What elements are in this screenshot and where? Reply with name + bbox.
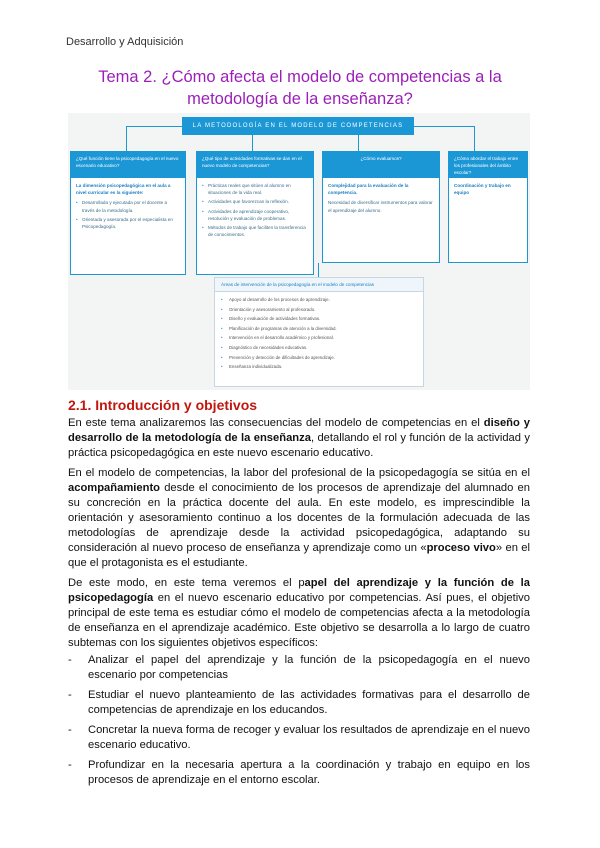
- running-header: Desarrollo y Adquisición: [66, 36, 184, 48]
- intervention-item: • Intervención en el desarrollo académico y profesional.: [221, 333, 417, 343]
- intervention-item: • Diagnóstico de necesidades educativas.: [221, 343, 417, 353]
- intervention-item: • Prevención y detección de dificultades de aprendizaje.: [221, 353, 417, 363]
- page-title: [70, 66, 530, 110]
- box-item: • Actividades de aprendizaje cooperativo, resolución y evaluación de problemas.: [202, 208, 308, 222]
- intervention-heading: Áreas de intervención de la psicopedagogía en el modelo de competencias: [215, 278, 423, 292]
- box-heading: ¿Cómo abordar el trabajo entre los profesionales del ámbito escolar?: [449, 152, 527, 178]
- dash-bullet: -: [68, 759, 72, 771]
- diagram-connector: [318, 263, 319, 277]
- intervention-item: • Planificación de programas de atención a la diversidad.: [221, 324, 417, 334]
- box-intro: Complejidad para la evaluación de la competencia.: [328, 183, 409, 196]
- box-heading: ¿Qué función tiene la psicopedagogía en el nuevo escenario educativo?: [71, 152, 185, 178]
- paragraph: En este tema analizaremos las consecuencias del modelo de competencias en el diseño y desarrollo de la metodología de la enseñanza, detallando el rol y función de la actividad y práctica psicopedagógica en este nuevo escenario educativo.: [68, 417, 530, 459]
- box-item: • Desarrollada y ejecutada por el docente a través de la metodología.: [76, 199, 180, 213]
- dash-bullet: -: [68, 724, 72, 736]
- paragraph: De este modo, en este tema veremos el papel del aprendizaje y la función de la psicopedagogía en el nuevo escenario educativo por competencias. Así pues, el objetivo principal de este tema es estudiar cómo el modelo de competencias afecta a la metodología de enseñanza en el aprendizaje académico. Este objetivo se desarrolla a lo largo de cuatro subtemas con los siguientes objetivos específicos:: [68, 577, 530, 649]
- title-line-1: Tema 2. ¿Cómo afecta el modelo de competencias a la: [98, 68, 502, 86]
- intervention-item: • Enseñanza individualizada.: [221, 362, 417, 372]
- diagram-connector: [474, 126, 475, 152]
- diagram-connector: [252, 135, 253, 151]
- diagram-connector: [414, 126, 474, 127]
- intervention-item: • Apoyo al desarrollo de los procesos de aprendizaje.: [221, 295, 417, 305]
- diagram-connector: [126, 126, 127, 152]
- list-item: - Concretar la nueva forma de recoger y evaluar los resultados de aprendizaje en el nuevo escenario educativo.: [68, 724, 530, 751]
- list-item: - Estudiar el nuevo planteamiento de las actividades formativas para el desarrollo de competencias de aprendizaje en los educandos.: [68, 689, 530, 716]
- box-item: • Actividades que favorezcan la reflexión.: [202, 198, 308, 205]
- dash-bullet: -: [68, 654, 72, 666]
- diagram-box-evaluation: [322, 151, 440, 263]
- box-intro: La dimensión psicopedagógica en el aula a nivel curricular es la siguiente:: [76, 183, 171, 196]
- list-item: - Profundizar en la necesaria apertura a la coordinación y trabajo en equipo en los procesos de aprendizaje en el entorno escolar.: [68, 759, 530, 786]
- diagram-intervention-areas: [214, 277, 424, 387]
- objectives-list: [68, 653, 530, 788]
- box-note: Necesidad de diversificar instrumentos para valorar el aprendizaje del alumno.: [328, 200, 433, 213]
- section-heading: 2.1. Introducción y objetivos: [68, 397, 258, 413]
- box-item: • Prácticas reales que sitúen al alumno en situaciones de la vida real.: [202, 182, 308, 196]
- intervention-item: • Diseño y evaluación de actividades formativas.: [221, 314, 417, 324]
- section-body: [68, 416, 530, 793]
- box-heading: ¿Qué tipo de actividades formativas se dan en el nuevo modelo de competencias?: [197, 152, 313, 178]
- box-intro: Coordinación y trabajo en equipo: [454, 183, 511, 196]
- intervention-item: • Orientación y asesoramiento al profesorado.: [221, 305, 417, 315]
- diagram-connector: [358, 135, 359, 151]
- diagram-connector: [126, 126, 182, 127]
- box-heading: ¿Cómo evaluamos?: [323, 152, 439, 178]
- box-item: • Métodos de trabajo que faciliten la transferencia de conocimientos.: [202, 224, 308, 238]
- diagram-box-activities: [196, 151, 314, 275]
- diagram-box-coordination: [448, 151, 528, 263]
- list-item: - Analizar el papel del aprendizaje y la función de la psicopedagogía en el nuevo escenario por competencias: [68, 654, 530, 681]
- paragraph: En el modelo de competencias, la labor del profesional de la psicopedagogía se sitúa en el acompañamiento desde el conocimiento de los procesos de aprendizaje del alumnado en su concreción en la práctica docente del aula. En este modelo, es imprescindible la orientación y asesoramiento continuo a los docentes de la formulación adecuada de las metodologías de aprendizaje desde la actividad psicopedagógica, adaptando su consideración al nuevo proceso de enseñanza y aprendizaje como un «proceso vivo» en el que el protagonista es el estudiante.: [68, 467, 531, 569]
- diagram-header: LA METODOLOGÍA EN EL MODELO DE COMPETENCIAS: [182, 117, 414, 135]
- box-item: • Orientada y asesorada por el especialista en Psicopedagogía.: [76, 216, 180, 230]
- methodology-diagram: [68, 113, 530, 390]
- title-line-2: metodología de la enseñanza?: [187, 90, 413, 108]
- dash-bullet: -: [68, 689, 72, 701]
- diagram-box-psychopedagogy: [70, 151, 186, 275]
